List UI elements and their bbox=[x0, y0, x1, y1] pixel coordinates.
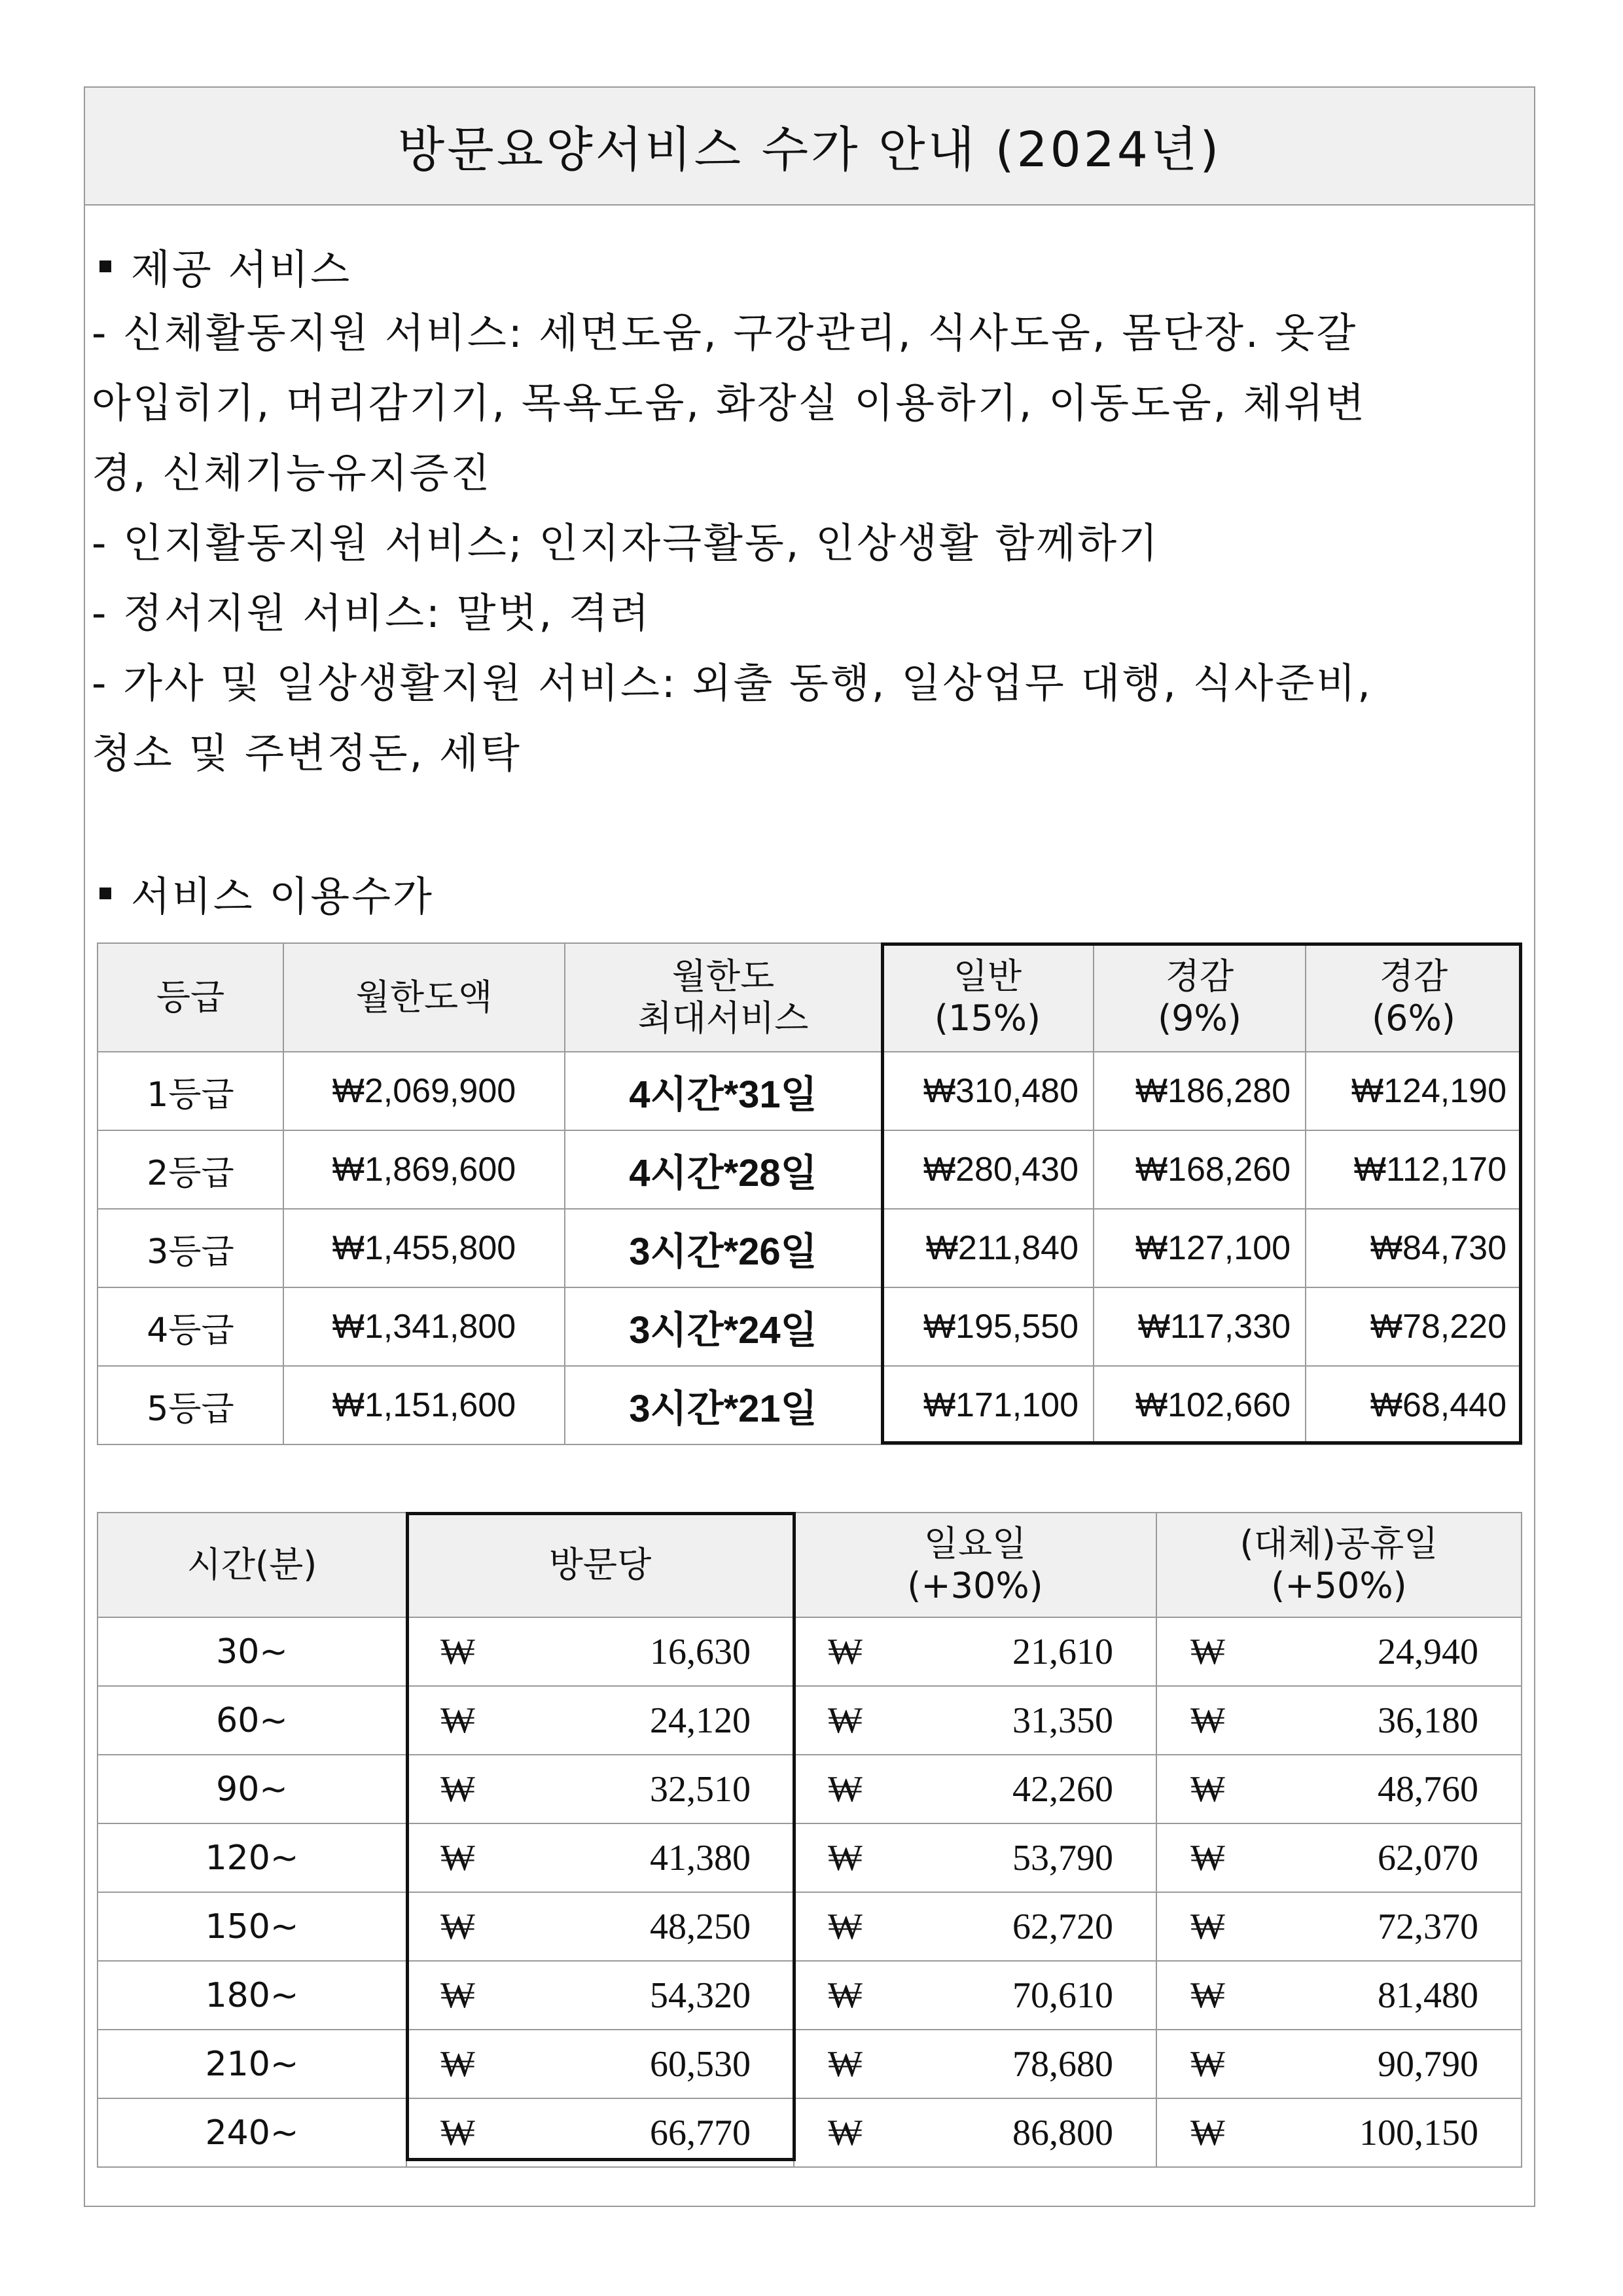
service-line: - 신체활동지원 서비스: 세면도움, 구강관리, 식사도움, 몸단장. 옷갈 bbox=[92, 309, 1358, 357]
fees-heading bbox=[92, 864, 1538, 922]
table1-header-text: 경감 bbox=[1379, 956, 1448, 997]
sunday-fee-cell bbox=[794, 2098, 1156, 2167]
grade-cell: 4등급 bbox=[98, 1287, 283, 1366]
won-sign: ₩ bbox=[1190, 1837, 1225, 1878]
grade-cell: 3등급 bbox=[98, 1209, 283, 1287]
table-row bbox=[98, 2098, 1522, 2167]
currency-amount bbox=[1158, 1837, 1520, 1879]
currency-amount bbox=[795, 2112, 1155, 2154]
table1-header bbox=[565, 943, 882, 1052]
currency-amount bbox=[408, 1768, 793, 1810]
per-visit-fee-cell bbox=[406, 1961, 794, 2030]
holiday-fee-cell bbox=[1156, 1961, 1522, 2030]
table1-header-text: 월한도액 bbox=[355, 977, 493, 1018]
won-sign: ₩ bbox=[440, 1631, 475, 1672]
table-row bbox=[98, 1686, 1522, 1755]
duration-cell: 120~ bbox=[98, 1823, 406, 1892]
general-copay-cell: ₩171,100 bbox=[882, 1366, 1094, 1444]
table1-header bbox=[283, 943, 565, 1052]
table1-header bbox=[1306, 943, 1522, 1052]
holiday-fee-cell bbox=[1156, 1755, 1522, 1823]
won-sign: ₩ bbox=[440, 1837, 475, 1878]
square-bullet-icon bbox=[99, 260, 111, 272]
amount: 21,610 bbox=[1012, 1631, 1113, 1672]
won-sign: ₩ bbox=[440, 2112, 475, 2153]
monthly-limit-table bbox=[97, 942, 1522, 1445]
currency-amount bbox=[795, 1768, 1155, 1810]
reduced-6-copay-cell: ₩68,440 bbox=[1306, 1366, 1522, 1444]
currency-amount bbox=[408, 1700, 793, 1742]
won-sign: ₩ bbox=[440, 2043, 475, 2085]
table2-header-text: (대체)공휴일 bbox=[1240, 1523, 1438, 1564]
table1-header-text: (9%) bbox=[1158, 997, 1241, 1039]
sunday-fee-cell bbox=[794, 1961, 1156, 2030]
won-sign: ₩ bbox=[440, 1700, 475, 1741]
holiday-fee-cell bbox=[1156, 1823, 1522, 1892]
per-visit-fee-cell bbox=[406, 1755, 794, 1823]
per-visit-fee-cell bbox=[406, 2030, 794, 2098]
currency-amount bbox=[1158, 1768, 1520, 1810]
won-sign: ₩ bbox=[440, 1768, 475, 1810]
services-description bbox=[92, 298, 1525, 788]
table-row bbox=[98, 1892, 1522, 1961]
currency-amount bbox=[1158, 1631, 1520, 1673]
amount: 78,680 bbox=[1012, 2043, 1113, 2085]
services-heading-text: 제공 서비스 bbox=[131, 245, 352, 293]
amount: 16,630 bbox=[650, 1631, 751, 1672]
table1-header bbox=[882, 943, 1094, 1052]
duration-cell: 150~ bbox=[98, 1892, 406, 1961]
per-visit-fee-cell bbox=[406, 2098, 794, 2167]
amount: 32,510 bbox=[650, 1768, 751, 1810]
sunday-fee-cell bbox=[794, 1823, 1156, 1892]
general-copay-cell: ₩280,430 bbox=[882, 1130, 1094, 1209]
currency-amount bbox=[795, 1700, 1155, 1742]
won-sign: ₩ bbox=[1190, 1906, 1225, 1947]
won-sign: ₩ bbox=[1190, 1631, 1225, 1672]
per-visit-fee-cell bbox=[406, 1823, 794, 1892]
reduced-9-copay-cell: ₩117,330 bbox=[1094, 1287, 1306, 1366]
amount: 90,790 bbox=[1378, 2043, 1478, 2085]
general-copay-cell: ₩310,480 bbox=[882, 1052, 1094, 1130]
currency-amount bbox=[408, 1837, 793, 1879]
won-sign: ₩ bbox=[828, 1700, 863, 1741]
amount: 41,380 bbox=[650, 1837, 751, 1878]
amount: 100,150 bbox=[1359, 2112, 1478, 2153]
table-row bbox=[98, 1617, 1522, 1686]
table1-header bbox=[98, 943, 283, 1052]
table1-header bbox=[1094, 943, 1306, 1052]
duration-cell: 30~ bbox=[98, 1617, 406, 1686]
monthly-limit-cell: ₩1,341,800 bbox=[283, 1287, 565, 1366]
table1-header-text: 월한도 bbox=[671, 956, 775, 997]
duration-cell: 180~ bbox=[98, 1961, 406, 2030]
currency-amount bbox=[795, 1631, 1155, 1673]
currency-amount bbox=[1158, 2043, 1520, 2085]
reduced-6-copay-cell: ₩124,190 bbox=[1306, 1052, 1522, 1130]
amount: 81,480 bbox=[1378, 1975, 1478, 2016]
table-row bbox=[98, 1823, 1522, 1892]
currency-amount bbox=[1158, 1906, 1520, 1948]
duration-cell: 240~ bbox=[98, 2098, 406, 2167]
holiday-fee-cell bbox=[1156, 2030, 1522, 2098]
won-sign: ₩ bbox=[1190, 2043, 1225, 2085]
currency-amount bbox=[795, 2043, 1155, 2085]
reduced-6-copay-cell: ₩78,220 bbox=[1306, 1287, 1522, 1366]
per-visit-fee-cell bbox=[406, 1617, 794, 1686]
won-sign: ₩ bbox=[828, 1631, 863, 1672]
amount: 31,350 bbox=[1012, 1700, 1113, 1741]
max-service-cell: 4시간*31일 bbox=[565, 1052, 882, 1130]
table-row bbox=[98, 1052, 1522, 1130]
table2-header-text: 시간(분) bbox=[187, 1544, 317, 1585]
general-copay-cell: ₩195,550 bbox=[882, 1287, 1094, 1366]
sunday-fee-cell bbox=[794, 1617, 1156, 1686]
currency-amount bbox=[1158, 1700, 1520, 1742]
won-sign: ₩ bbox=[440, 1906, 475, 1947]
won-sign: ₩ bbox=[828, 1768, 863, 1810]
won-sign: ₩ bbox=[828, 1906, 863, 1947]
sunday-fee-cell bbox=[794, 1755, 1156, 1823]
table-row bbox=[98, 1755, 1522, 1823]
won-sign: ₩ bbox=[1190, 1768, 1225, 1810]
monthly-limit-cell: ₩1,151,600 bbox=[283, 1366, 565, 1444]
service-line: 아입히기, 머리감기기, 목욕도움, 화장실 이용하기, 이동도움, 체위변 bbox=[92, 379, 1366, 427]
table1-header-text: 경감 bbox=[1165, 956, 1234, 997]
service-line: 청소 및 주변정돈, 세탁 bbox=[92, 729, 522, 777]
service-line: - 가사 및 일상생활지원 서비스: 외출 동행, 일상업무 대행, 식사준비, bbox=[92, 659, 1372, 707]
page-title: 방문요양서비스 수가 안내 (2024년) bbox=[85, 88, 1534, 206]
reduced-9-copay-cell: ₩168,260 bbox=[1094, 1130, 1306, 1209]
amount: 54,320 bbox=[650, 1975, 751, 2016]
table1-header-text: (6%) bbox=[1372, 997, 1455, 1039]
table1-header-text: 일반 bbox=[953, 956, 1022, 997]
table-row bbox=[98, 2030, 1522, 2098]
max-service-cell: 3시간*26일 bbox=[565, 1209, 882, 1287]
amount: 72,370 bbox=[1378, 1906, 1478, 1947]
currency-amount bbox=[795, 1837, 1155, 1879]
amount: 48,250 bbox=[650, 1906, 751, 1947]
currency-amount bbox=[1158, 2112, 1520, 2154]
amount: 36,180 bbox=[1378, 1700, 1478, 1741]
square-bullet-icon bbox=[99, 888, 111, 899]
max-service-cell: 3시간*24일 bbox=[565, 1287, 882, 1366]
per-visit-fee-cell bbox=[406, 1686, 794, 1755]
duration-cell: 210~ bbox=[98, 2030, 406, 2098]
amount: 42,260 bbox=[1012, 1768, 1113, 1810]
table2-header-text: 일요일 bbox=[923, 1523, 1027, 1564]
currency-amount bbox=[408, 1975, 793, 2017]
currency-amount bbox=[795, 1906, 1155, 1948]
service-line: - 정서지원 서비스: 말벗, 격려 bbox=[92, 589, 651, 637]
won-sign: ₩ bbox=[440, 1975, 475, 2016]
table1-header-text: 최대서비스 bbox=[637, 997, 809, 1039]
amount: 62,070 bbox=[1378, 1837, 1478, 1878]
table-row bbox=[98, 1287, 1522, 1366]
won-sign: ₩ bbox=[1190, 2112, 1225, 2153]
won-sign: ₩ bbox=[828, 2043, 863, 2085]
general-copay-cell: ₩211,840 bbox=[882, 1209, 1094, 1287]
monthly-limit-cell: ₩1,455,800 bbox=[283, 1209, 565, 1287]
reduced-6-copay-cell: ₩112,170 bbox=[1306, 1130, 1522, 1209]
grade-cell: 1등급 bbox=[98, 1052, 283, 1130]
currency-amount bbox=[408, 1631, 793, 1673]
table2-header bbox=[98, 1513, 406, 1617]
fees-heading-text: 서비스 이용수가 bbox=[131, 872, 434, 920]
table2-header-text: (+30%) bbox=[907, 1565, 1043, 1606]
won-sign: ₩ bbox=[1190, 1700, 1225, 1741]
currency-amount bbox=[408, 1906, 793, 1948]
currency-amount bbox=[408, 2043, 793, 2085]
won-sign: ₩ bbox=[1190, 1975, 1225, 2016]
service-line: 경, 신체기능유지증진 bbox=[92, 449, 492, 497]
holiday-fee-cell bbox=[1156, 1892, 1522, 1961]
services-heading bbox=[92, 237, 1538, 295]
amount: 86,800 bbox=[1012, 2112, 1113, 2153]
table2-header bbox=[406, 1513, 794, 1617]
holiday-fee-cell bbox=[1156, 1686, 1522, 1755]
per-visit-fee-table bbox=[97, 1512, 1522, 2168]
reduced-6-copay-cell: ₩84,730 bbox=[1306, 1209, 1522, 1287]
table-row bbox=[98, 1209, 1522, 1287]
holiday-fee-cell bbox=[1156, 1617, 1522, 1686]
table2-header bbox=[794, 1513, 1156, 1617]
duration-cell: 60~ bbox=[98, 1686, 406, 1755]
currency-amount bbox=[795, 1975, 1155, 2017]
max-service-cell: 3시간*21일 bbox=[565, 1366, 882, 1444]
table2-header-text: 방문당 bbox=[548, 1544, 652, 1585]
amount: 53,790 bbox=[1012, 1837, 1113, 1878]
service-line: - 인지활동지원 서비스; 인지자극활동, 인상생활 함께하기 bbox=[92, 519, 1160, 567]
grade-cell: 2등급 bbox=[98, 1130, 283, 1209]
amount: 48,760 bbox=[1378, 1768, 1478, 1810]
table-row bbox=[98, 1961, 1522, 2030]
duration-cell: 90~ bbox=[98, 1755, 406, 1823]
amount: 66,770 bbox=[650, 2112, 751, 2153]
reduced-9-copay-cell: ₩102,660 bbox=[1094, 1366, 1306, 1444]
per-visit-fee-cell bbox=[406, 1892, 794, 1961]
reduced-9-copay-cell: ₩186,280 bbox=[1094, 1052, 1306, 1130]
reduced-9-copay-cell: ₩127,100 bbox=[1094, 1209, 1306, 1287]
table1-header-text: (15%) bbox=[934, 997, 1041, 1039]
currency-amount bbox=[1158, 1975, 1520, 2017]
won-sign: ₩ bbox=[828, 1975, 863, 2016]
amount: 62,720 bbox=[1012, 1906, 1113, 1947]
grade-cell: 5등급 bbox=[98, 1366, 283, 1444]
sunday-fee-cell bbox=[794, 1686, 1156, 1755]
amount: 24,940 bbox=[1378, 1631, 1478, 1672]
max-service-cell: 4시간*28일 bbox=[565, 1130, 882, 1209]
monthly-limit-cell: ₩2,069,900 bbox=[283, 1052, 565, 1130]
amount: 60,530 bbox=[650, 2043, 751, 2085]
table-row bbox=[98, 1130, 1522, 1209]
holiday-fee-cell bbox=[1156, 2098, 1522, 2167]
table-row bbox=[98, 1366, 1522, 1444]
sunday-fee-cell bbox=[794, 2030, 1156, 2098]
table2-header bbox=[1156, 1513, 1522, 1617]
won-sign: ₩ bbox=[828, 2112, 863, 2153]
table2-header-text: (+50%) bbox=[1271, 1565, 1407, 1606]
table1-header-text: 등급 bbox=[156, 977, 225, 1018]
sunday-fee-cell bbox=[794, 1892, 1156, 1961]
won-sign: ₩ bbox=[828, 1837, 863, 1878]
amount: 24,120 bbox=[650, 1700, 751, 1741]
monthly-limit-cell: ₩1,869,600 bbox=[283, 1130, 565, 1209]
amount: 70,610 bbox=[1012, 1975, 1113, 2016]
currency-amount bbox=[408, 2112, 793, 2154]
